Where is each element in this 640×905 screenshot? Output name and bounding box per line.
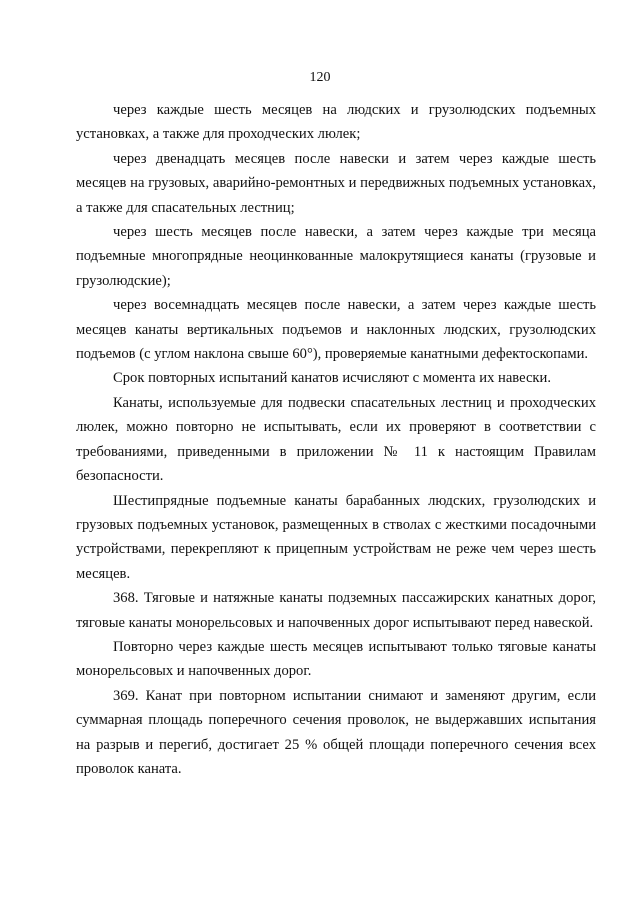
paragraph-4: через восемнадцать месяцев после навески, а затем через каждые шесть месяцев канаты вертикальных подъемов и наклонных людских, грузолюдских подъемов (с углом наклона свыше 60°), проверяемые канатными дефектоскопами. — [76, 297, 596, 363]
paragraph-368: 368. Тяговые и натяжные канаты подземных пассажирских канатных дорог, тяговые канаты монорельсовых и напочвенных дорог испытывают перед навеской. — [76, 590, 596, 631]
document-body — [76, 98, 596, 781]
paragraph-369: 369. Канат при повторном испытании снимают и заменяют другим, если суммарная площадь поперечного сечения проволок, не выдержавших испытания на разрыв и перегиб, достигает 25 % общей площади поперечного сечения всех проволок каната. — [76, 687, 596, 777]
paragraph-6: Канаты, используемые для подвески спасательных лестниц и проходческих люлек, можно повторно не испытывать, если их проверяют в соответствии с требованиями, приведенными в приложении № 11 к настоящим Правилам безопасности. — [76, 394, 596, 485]
page-number: 120 — [309, 70, 331, 85]
paragraph-2: через двенадцать месяцев после навески и затем через каждые шесть месяцев на грузовых, аварийно-ремонтных и передвижных подъемных установках, а также для спасательных лестниц; — [76, 150, 596, 216]
paragraph-9: Повторно через каждые шесть месяцев испытывают только тяговые канаты монорельсовых и напочвенных дорог. — [76, 638, 596, 680]
paragraph-5: Срок повторных испытаний канатов исчисляют с момента их навески. — [113, 370, 551, 387]
paragraph-3: через шесть месяцев после навески, а затем через каждые три месяца подъемные многопрядные неоцинкованные малокрутящиеся канаты (грузовые и грузолюдские); — [76, 224, 596, 289]
paragraph-7: Шестипрядные подъемные канаты барабанных людских, грузолюдских и грузовых подъемных установок, размещенных в стволах с жесткими посадочными устройствами, перекрепляют к прицепным устройствам не реже чем через шесть месяцев. — [76, 492, 596, 582]
paragraph-1: через каждые шесть месяцев на людских и грузолюдских подъемных установках, а также для проходческих люлек; — [76, 102, 596, 143]
